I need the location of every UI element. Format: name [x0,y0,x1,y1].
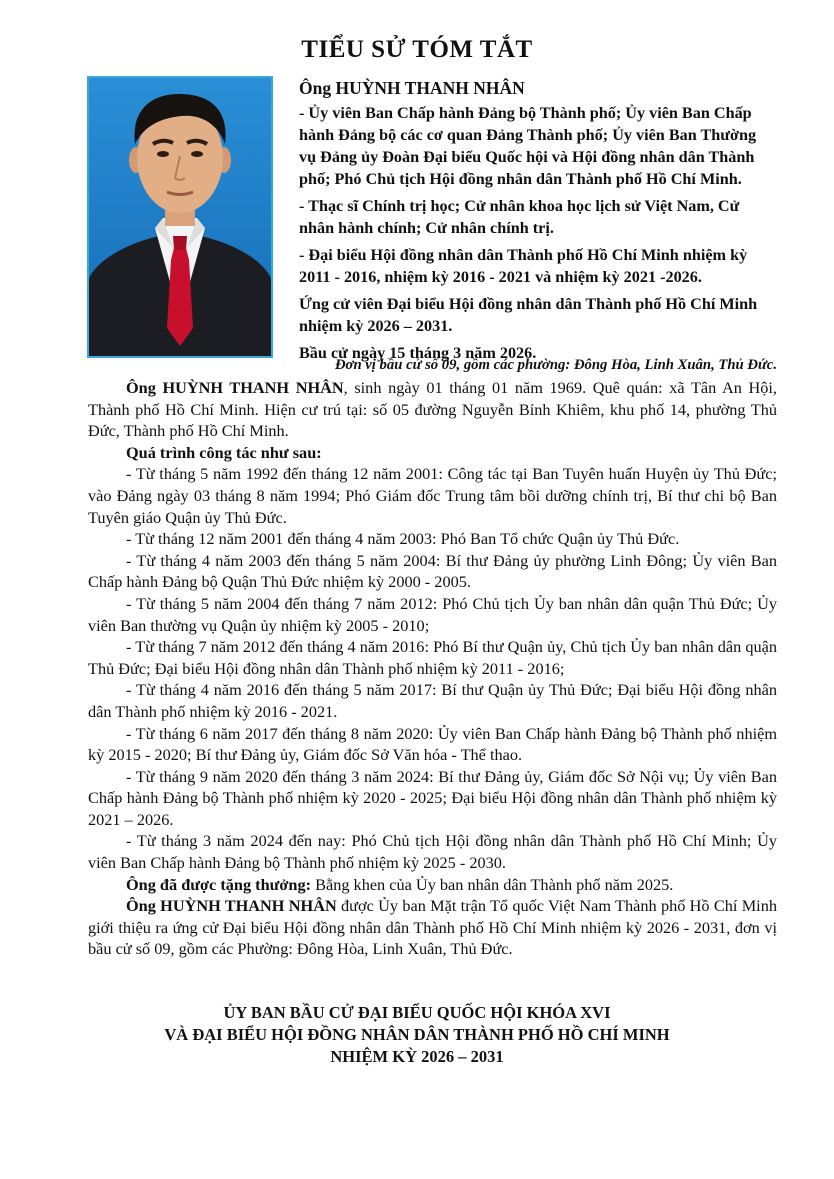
candidate-positions: - Ủy viên Ban Chấp hành Đảng bộ Thành phố; Ủy viên Ban Chấp hành Đảng bộ các cơ quan Đảng Thành phố; Ủy viên Ban Thường vụ Đảng ủy Đoàn Đại biểu Quốc hội và Hội đồng nhân dân Thành phố; Phó Chủ tịch Hội đồng nhân dân Thành phố Hồ Chí Minh. [299,104,757,188]
career-item: - Từ tháng 4 năm 2003 đến tháng 5 năm 2004: Bí thư Đảng ủy phường Linh Đông; Ủy viên Ban Chấp hành Đảng bộ Quận Thủ Đức nhiệm kỳ 2000 - 2005. [88,550,777,592]
biography-body [88,377,777,960]
issuer-footer [0,1002,834,1068]
bio-name: Ông HUỲNH THANH NHÂN [126,378,344,397]
career-heading: Quá trình công tác như sau: [126,442,322,462]
awards [88,874,777,896]
nomination-name: Ông HUỲNH THANH NHÂN [126,896,337,916]
issuer-line-3: NHIỆM KỲ 2026 – 2031 [330,1047,504,1066]
career-item: - Từ tháng 12 năm 2001 đến tháng 4 năm 2003: Phó Ban Tổ chức Quận ủy Thủ Đức. [126,529,680,549]
candidate-summary [299,77,777,364]
candidate-education: - Thạc sĩ Chính trị học; Cử nhân khoa học lịch sử Việt Nam, Cử nhân hành chính; Cử nhân chính trị. [299,197,740,237]
nomination-text: được Ủy ban Mặt trận Tổ quốc Việt Nam Thành phố Hồ Chí Minh giới thiệu ra ứng cử Đại biểu Hội đồng nhân dân Thành phố Hồ Chí Minh nhiệm kỳ 2026 - 2031, đơn vị bầu cử số 09, gồm các Phường: Đông Hòa, Linh Xuân, Thủ Đức. [88,896,777,959]
nomination [88,895,777,960]
page-title: TIỂU SỬ TÓM TẮT [301,36,533,63]
career-item: - Từ tháng 3 năm 2024 đến nay: Phó Chủ tịch Hội đồng nhân dân Thành phố Hồ Chí Minh; Ủy viên Ban Chấp hành Đảng bộ Thành phố nhiệm kỳ 2025 - 2030. [88,831,777,873]
candidate-name: Ông HUỲNH THANH NHÂN [299,78,525,98]
career-item: - Từ tháng 9 năm 2020 đến tháng 3 năm 2024: Bí thư Đảng ủy, Giám đốc Sở Nội vụ; Ủy viên Ban Chấp hành Đảng bộ Thành phố nhiệm kỳ 2020 - 2025; Đại biểu Hội đồng nhân dân Thành phố nhiệm kỳ 2021 – 2026. [88,766,777,829]
issuer-line-2: VÀ ĐẠI BIỂU HỘI ĐỒNG NHÂN DÂN THÀNH PHỐ HỒ CHÍ MINH [164,1025,670,1044]
career-item: - Từ tháng 6 năm 2017 đến tháng 8 năm 2020: Ủy viên Ban Chấp hành Đảng bộ Thành phố nhiệm kỳ 2015 - 2020; Bí thư Đảng ủy, Giám đốc Sở Văn hóa - Thể thao. [88,723,777,765]
candidate-election-date: Bầu cử ngày 15 tháng 3 năm 2026. [299,344,537,362]
bio-intro-text: , sinh ngày 01 tháng 01 năm 1969. Quê quán: xã Tân An Hội, Thành phố Hồ Chí Minh. Hiện cư trú tại: số 05 đường Nguyễn Bỉnh Khiêm, khu phố 14, phường Thủ Đức, Thành phố Hồ Chí Minh. [88,378,777,441]
career-item: - Từ tháng 4 năm 2016 đến tháng 5 năm 2017: Bí thư Quận ủy Thủ Đức; Đại biểu Hội đồng nhân dân Thành phố nhiệm kỳ 2016 - 2021. [88,680,777,721]
candidate-candidacy: Ứng cử viên Đại biểu Hội đồng nhân dân Thành phố Hồ Chí Minh nhiệm kỳ 2026 – 2031. [299,295,758,335]
award-label: Ông đã được tặng thưởng: [126,874,312,894]
bio-intro [88,377,777,442]
electoral-unit: Đơn vị bầu cử số 09, gồm các phường: Đông Hòa, Linh Xuân, Thủ Đức. [334,357,777,373]
career-item: - Từ tháng 5 năm 2004 đến tháng 7 năm 2012: Phó Chủ tịch Ủy ban nhân dân quận Thủ Đức; Ủy viên Ban thường vụ Quận ủy nhiệm kỳ 2005 - 2010; [88,593,777,635]
career-item: - Từ tháng 5 năm 1992 đến tháng 12 năm 2001: Công tác tại Ban Tuyên huấn Huyện ủy Thủ Đức; vào Đảng ngày 03 tháng 8 năm 1994; Phó Giám đốc Trung tâm bồi dưỡng chính trị, Bí thư chi bộ Ban Tuyên giáo Quận ủy Thủ Đức. [88,464,777,527]
candidate-delegate-terms: - Đại biểu Hội đồng nhân dân Thành phố Hồ Chí Minh nhiệm kỳ 2011 - 2016, nhiệm kỳ 2016 - 2021 và nhiệm kỳ 2021 -2026. [299,246,748,286]
portrait-photo [87,76,273,358]
portrait-illustration [89,78,271,356]
issuer-line-1: ỦY BAN BẦU CỬ ĐẠI BIỂU QUỐC HỘI KHÓA XVI [223,1003,611,1022]
career-item: - Từ tháng 7 năm 2012 đến tháng 4 năm 2016: Phó Bí thư Quận ủy, Chủ tịch Ủy ban nhân dân quận Thủ Đức; Đại biểu Hội đồng nhân dân Thành phố nhiệm kỳ 2011 - 2016; [88,637,777,678]
award-text: Bằng khen của Ủy ban nhân dân Thành phố năm 2025. [311,874,674,894]
